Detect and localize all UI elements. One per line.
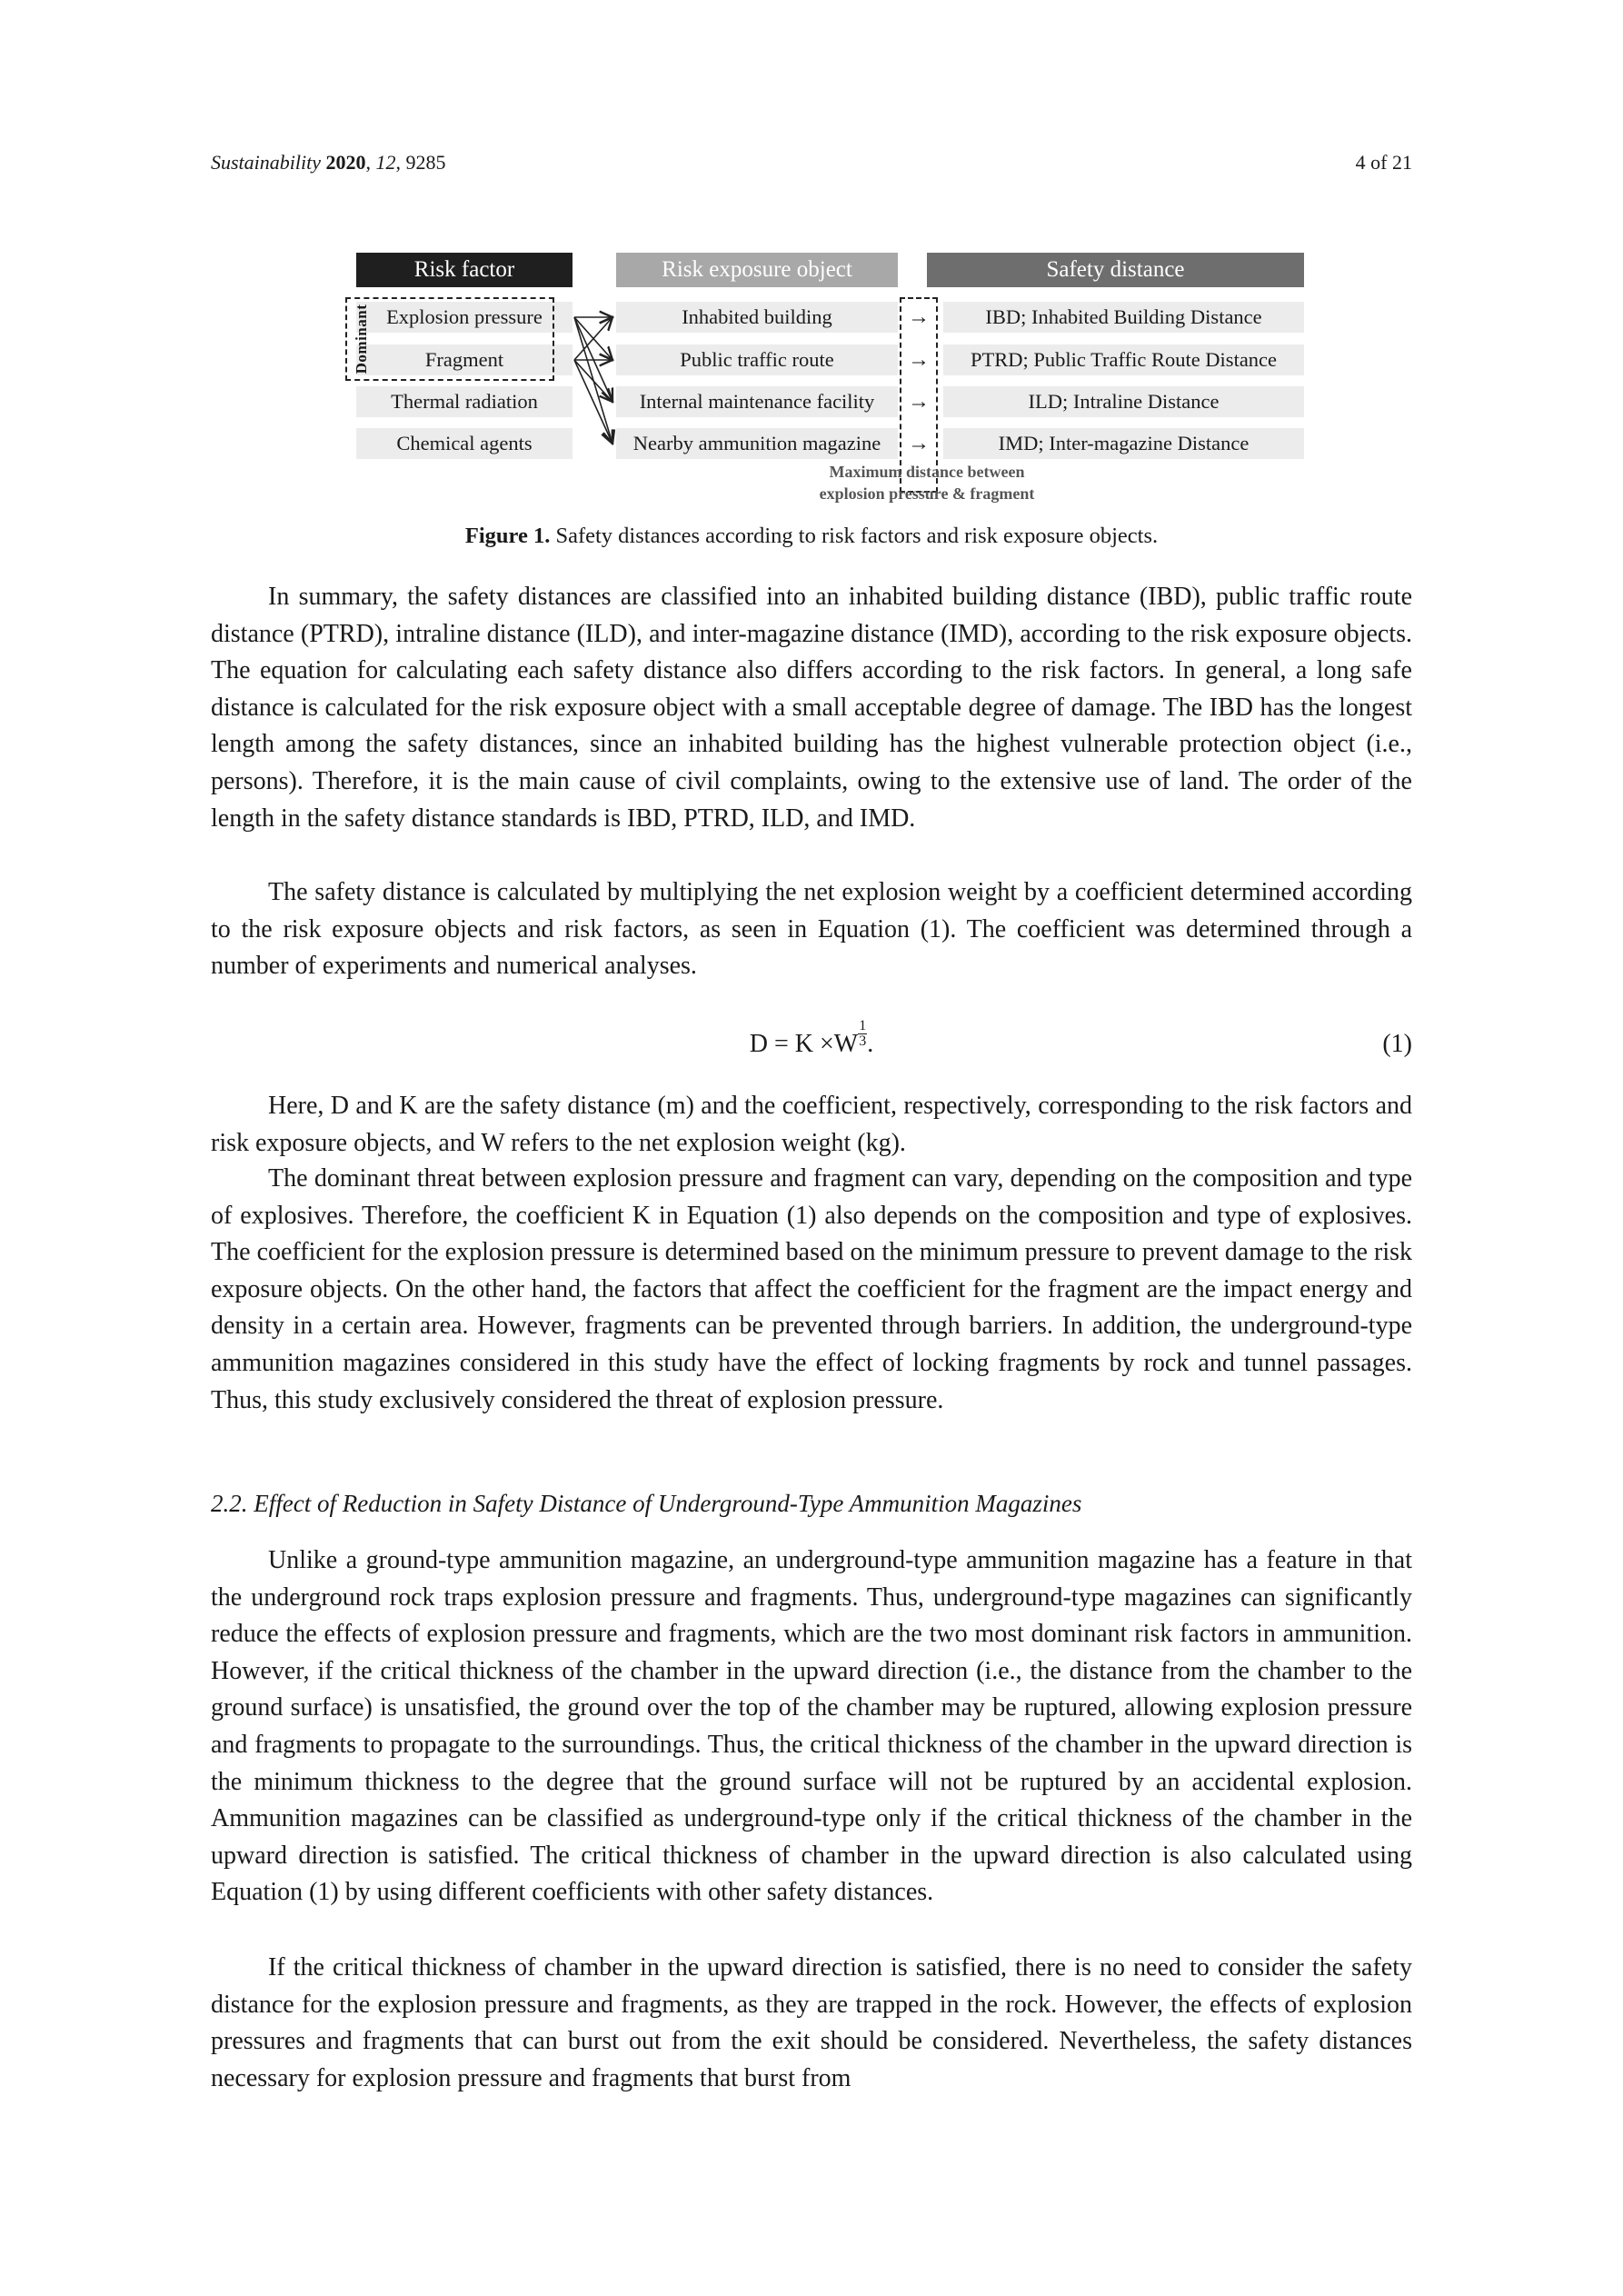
safety-distance-item: IBD; Inhabited Building Distance [943,302,1304,333]
right-arrow-icon: → [908,432,930,455]
exposure-object-item: Internal maintenance facility [616,386,898,417]
paragraph: In summary, the safety distances are classified into an inhabited building distance (IBD), public traffic route distance (PTRD), intraline distance (ILD), and inter-magazine distance (IMD), according to the risk exposure objects. The equation for calculating each safety distance also differs according to the risk factors. In general, a long safe distance is calculated for the risk exposure object with a small acceptable degree of damage. The IBD has the longest length among the safety distances, since an inhabited building has the highest vulnerable protection object (i.e., persons). Therefore, it is the main cause of civil complaints, owing to the extensive use of land. The order of the length in the safety distance standards is IBD, PTRD, ILD, and IMD. [211,583,1412,833]
journal-volume: 12 [375,151,396,174]
exponent-denominator: 3 [859,1033,867,1049]
risk-factor-item: Chemical agents [356,428,573,459]
equation-expression: D = K ×W [749,1030,859,1058]
risk-factor-item: Thermal radiation [356,386,573,417]
column-header-risk-factor: Risk factor [356,253,573,287]
journal-year: 2020 [325,151,366,174]
figure-1 [336,249,1309,504]
right-arrow-icon: → [908,390,930,414]
article-number: 9285 [405,151,446,174]
exposure-object-item: Nearby ammunition magazine [616,428,898,459]
figure-note: explosion pressure & fragment [819,484,1035,503]
figure-note: Maximum distance between [829,463,1025,481]
equation-end: . [867,1030,874,1058]
figure-caption [211,524,1412,549]
paragraph: If the critical thickness of chamber in the upward direction is satisfied, there is no need to consider the safety distance for the explosion pressure and fragments, as they are trapped in the rock. However, the effects of explosion pressures and fragments that can burst out from the exit should be considered. Nevertheless, the safety distances necessary for explosion pressure and fragments that burst from [211,1953,1412,2092]
equation-exponent [858,1020,867,1048]
equation-1 [211,1018,1412,1065]
running-header: Sustainability 2020, 12, 9285 [211,151,446,174]
safety-distance-item: ILD; Intraline Distance [943,386,1304,417]
caption-text: Safety distances according to risk factors and risk exposure objects. [555,524,1159,548]
section-heading: 2.2. Effect of Reduction in Safety Distance of Underground-Type Ammunition Magazines [211,1490,1082,1517]
paragraph: Here, D and K are the safety distance (m) and the coefficient, respectively, corresponding to the risk factors and risk exposure objects, and W refers to the net explosion weight (kg). [211,1092,1412,1157]
column-header-safety-distance: Safety distance [927,253,1304,287]
column-header-risk-exposure-object: Risk exposure object [616,253,898,287]
page-number: 4 of 21 [1355,151,1412,174]
dominant-label: Dominant [353,304,370,374]
paragraph: The dominant threat between explosion pressure and fragment can vary, depending on the composition and type of explosives. Therefore, the coefficient K in Equation (1) also depends on the composition and type of explosives. The coefficient for the explosion pressure is determined based on the minimum pressure to prevent damage to the risk exposure objects. On the other hand, the factors that affect the coefficient for the fragment are the impact energy and density in a certain area. However, fragments can be prevented through barriers. In addition, the underground-type ammunition magazines considered in this study have the effect of locking fragments by rock and tunnel passages. Thus, this study exclusively considered the threat of explosion pressure. [211,1164,1412,1414]
safety-distance-item: PTRD; Public Traffic Route Distance [943,344,1304,375]
equation-number: (1) [1382,1030,1412,1058]
journal-name: Sustainability [211,151,321,174]
safety-distance-item: IMD; Inter-magazine Distance [943,428,1304,459]
paragraph: Unlike a ground-type ammunition magazine, an underground-type ammunition magazine has a feature in that the underground rock traps explosion pressure and fragments. Thus, underground-type magazines can significantly reduce the effects of explosion pressure and fragments, which are the two most dominant risk factors in ammunition. However, if the critical thickness of the chamber in the upward direction (i.e., the distance from the chamber to the ground surface) is unsatisfied, the ground over the top of the chamber may be ruptured, allowing explosion pressure and fragments to propagate to the surroundings. Thus, the critical thickness of the chamber in the upward direction is the minimum thickness to the degree that the ground surface will not be ruptured by an accidental explosion. Ammunition magazines can be classified as underground-type only if the critical thickness of the chamber in the upward direction is satisfied. The critical thickness of chamber in the upward direction is also calculated using Equation (1) by using different coefficients with other safety distances. [211,1546,1412,1907]
exposure-object-item: Public traffic route [616,344,898,375]
right-arrow-icon: → [908,348,930,372]
exposure-object-item: Inhabited building [616,302,898,333]
equation-body [211,1018,1412,1065]
right-arrow-icon: → [908,305,930,329]
caption-label: Figure 1. [464,524,551,548]
risk-factor-item: Explosion pressure [356,302,573,333]
exponent-numerator: 1 [859,1018,867,1033]
risk-factor-item: Fragment [356,344,573,375]
paragraph: The safety distance is calculated by multiplying the net explosion weight by a coefficient determined according to the risk exposure objects and risk factors, as seen in Equation (1). The coefficient was determined through a number of experiments and numerical analyses. [211,878,1412,981]
